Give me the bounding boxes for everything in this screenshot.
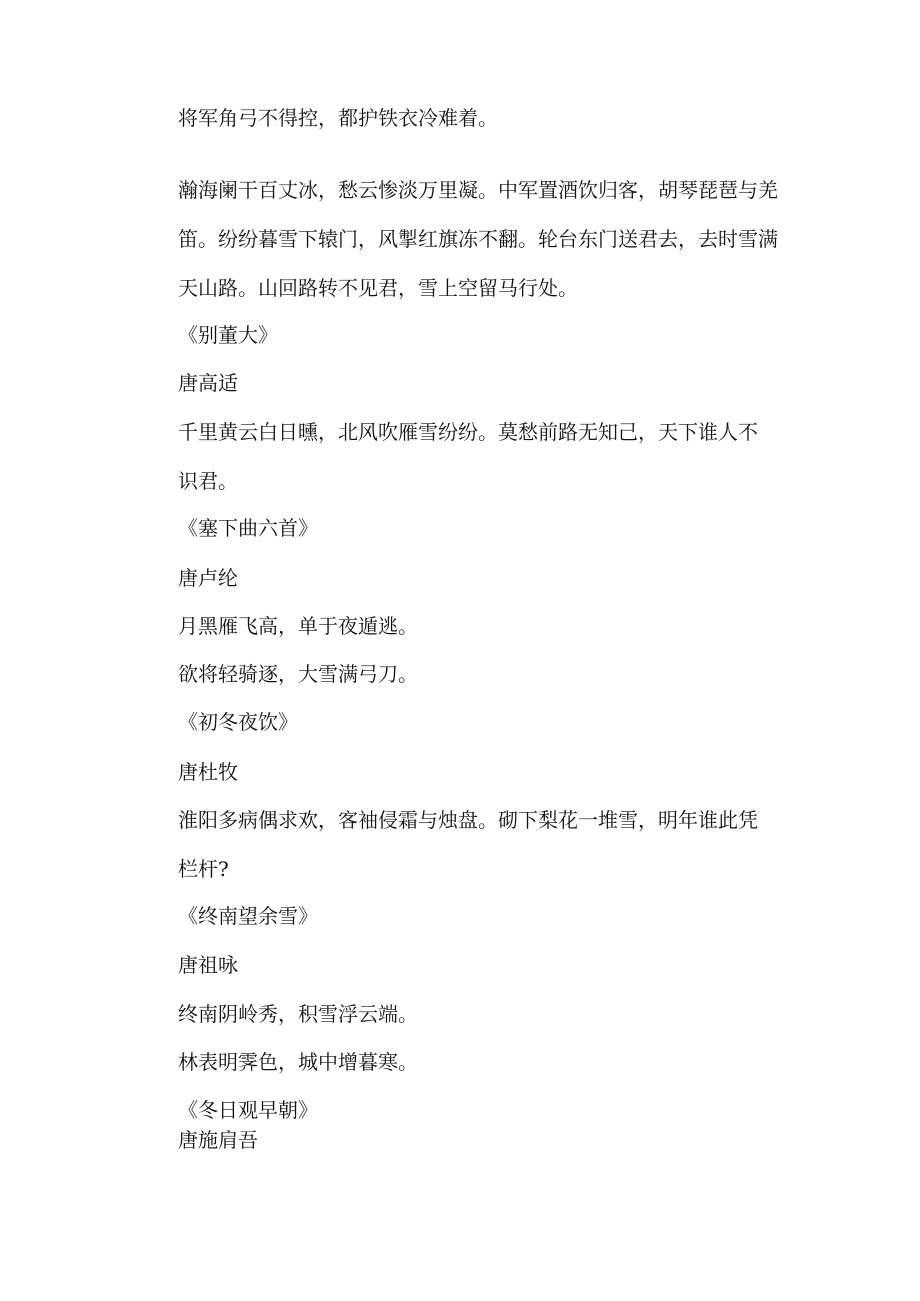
poem-title: 《塞下曲六首》 xyxy=(178,516,318,540)
verse-line: 栏杆? xyxy=(178,857,229,881)
poem-author: 唐杜牧 xyxy=(178,760,238,784)
verse-line: 笛。纷纷暮雪下辕门，风掣红旗冻不翻。轮台东门送君去，去时雪满 xyxy=(178,227,778,251)
verse-line: 淮阳多病偶求欢，客袖侵霜与烛盘。砌下梨花一堆雪，明年谁此凭 xyxy=(178,808,758,832)
verse-line: 识君。 xyxy=(178,469,238,493)
verse-line: 欲将轻骑逐，大雪满弓刀。 xyxy=(178,662,418,686)
verse-line: 月黑雁飞高，单于夜遁逃。 xyxy=(178,614,418,638)
poem-title: 《终南望余雪》 xyxy=(178,904,318,928)
verse-line: 瀚海阑干百丈冰，愁云惨淡万里凝。中军置酒饮归客，胡琴琵琶与羌 xyxy=(178,178,778,202)
poem-author: 唐卢纶 xyxy=(178,566,238,590)
poem-title: 《初冬夜饮》 xyxy=(178,710,298,734)
verse-line: 将军角弓不得控，都护铁衣冷难着。 xyxy=(178,106,498,130)
verse-line: 林表明霁色，城中增暮寒。 xyxy=(178,1050,418,1074)
verse-line: 天山路。山回路转不见君，雪上空留马行处。 xyxy=(178,276,578,300)
poem-author: 唐施肩吾 xyxy=(178,1128,258,1152)
poem-title: 《别董大》 xyxy=(178,323,278,347)
poem-author: 唐高适 xyxy=(178,371,238,395)
verse-line: 千里黄云白日曛，北风吹雁雪纷纷。莫愁前路无知己，天下谁人不 xyxy=(178,420,758,444)
poem-title: 《冬日观早朝》 xyxy=(178,1098,318,1122)
poem-author: 唐祖咏 xyxy=(178,953,238,977)
verse-line: 终南阴岭秀，积雪浮云端。 xyxy=(178,1002,418,1026)
